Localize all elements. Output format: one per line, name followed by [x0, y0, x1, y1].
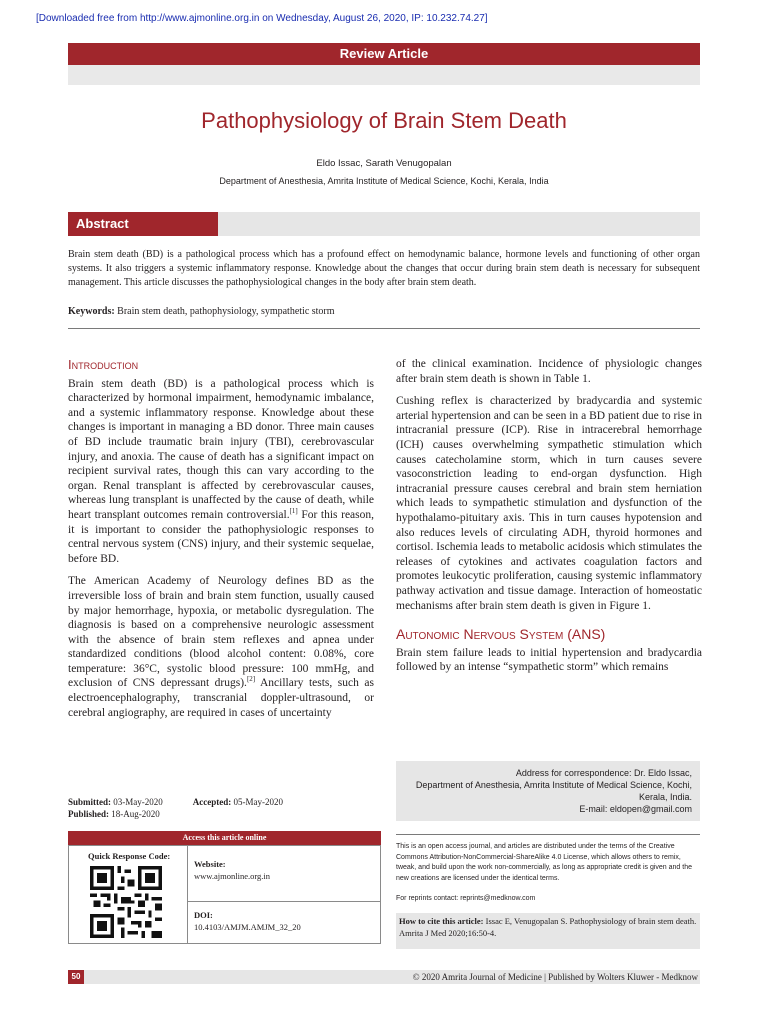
left-column [68, 358, 374, 728]
license-divider [396, 834, 700, 835]
cite-label: How to cite this article: [399, 916, 484, 926]
body-paragraph-2: Cushing reflex is characterized by bradycardia and systemic arterial hypertension and can be seen in a BD patient due to rise in intracranial pressure (ICP). Rise in intracerebral hemorrhage (ICH) causes overwhelming sympathetic stimulation which causes catecholamine storm, which in turn causes severe vasoconstriction leading to end-organ dysfunction. High intracranial pressure causes cerebral and brain stem herniation which leads to sympathetic stimulation and dysfunction of the hypothalamo-pituitary axis. This in turn causes hypotension and also reduces levels of circulating ADH, thyroid hormones and cortisol. Ischemia leads to metabolic acidosis which stimulates the releases of cytokines and activates coagulation factors and promotes leukocytic proliferation, causing systemic inflammatory pathway activation and tissue damage. Interaction of homeostatic mechanisms after brain stem death is given in Figure 1. [396, 395, 702, 612]
access-divider-vertical [187, 845, 188, 944]
keywords-divider [68, 328, 700, 329]
body-paragraph-3: Brain stem failure leads to initial hypertension and bradycardia followed by an intense “sympathetic storm” which remains [396, 646, 702, 674]
access-divider-horizontal [187, 901, 380, 902]
doi-link[interactable]: 10.4103/AMJM.AMJM_32_20 [194, 922, 301, 932]
affiliation: Department of Anesthesia, Amrita Institute of Medical Science, Kochi, Kerala, India [219, 176, 549, 186]
submitted-date: 03-May-2020 [113, 797, 163, 807]
article-dates: Submitted: 03-May-2020 Accepted: 05-May-2020 Published: 18-Aug-2020 [68, 797, 283, 819]
keywords-value: Brain stem death, pathophysiology, sympathetic storm [117, 306, 335, 317]
abstract-heading: Abstract [76, 216, 129, 231]
download-line: [Downloaded free from http://www.ajmonline.org.in on Wednesday, August 26, 2020, IP: 10.232.74.27] [36, 13, 488, 24]
website-link[interactable]: www.ajmonline.org.in [194, 871, 271, 881]
accepted-date: 05-May-2020 [233, 797, 283, 807]
article-title: Pathophysiology of Brain Stem Death [201, 108, 567, 133]
header-gray-band [68, 65, 700, 85]
abstract-text: Brain stem death (BD) is a pathological process which has a profound effect on hemodynamic balance, hormone levels and functioning of other organ systems. It also triggers a systemic inflammatory response. Knowledge about the changes that occur during brain stem death is necessary for subsequent management. This article discusses the pathophysiological changes in the body after brain stem death. [68, 249, 700, 288]
keywords [68, 306, 700, 317]
keywords-label: Keywords: [68, 306, 115, 317]
website-label: Website: [194, 859, 226, 869]
correspondence-email[interactable]: E-mail: eldopen@gmail.com [579, 804, 692, 814]
footer-text: © 2020 Amrita Journal of Medicine | Published by Wolters Kluwer - Medknow [412, 972, 698, 982]
article-type: Review Article [339, 46, 429, 61]
cite-box [396, 913, 700, 949]
intro-paragraph-1: Brain stem death (BD) is a pathological process which is characterized by hormonal impairment, hemodynamic imbalance, and a systemic inflammatory response. Knowledge about these changes is important in managing a BD donor. Three main causes of BD include traumatic brain injury (TBI), cerebrovascular injury, and anoxia. The cause of death has a significant impact on recipient survival rates, though this can vary according to the organ. Renal transplant is affected by cerebrovascular causes, whereas lung transplant is unaffected by the cause of death, while heart transplant outcomes remain controversial.[1] For this reason, it is important to consider the pathophysiologic responses to central nervous system (CNS) injury, and their systemic sequelae, before BD. [68, 377, 374, 565]
access-online-heading: Access this article online [68, 831, 381, 845]
body-paragraph-1: of the clinical examination. Incidence of physiologic changes after brain stem death is shown in Table 1. [396, 358, 702, 385]
intro-paragraph-2: The American Academy of Neurology defines BD as the irreversible loss of brain and brain stem function, usually caused by major hemorrhage, hypoxia, or metabolic dysregulation. The diagnosis is based on a comprehensive neurologic assessment with the absence of brain stem reflexes and apnea under standardized conditions (blood alcohol content: 0.08%, core temperature: 36°C, systolic blood pressure: 100 mmHg, and exclusion of CNS depressant drugs).[2] Ancillary tests, such as electroencephalography, transcranial doppler-ultrasound, or cerebral angiography, are required in cases of uncertainty [68, 575, 374, 719]
page-number: 50 [68, 970, 84, 984]
license-text: This is an open access journal, and articles are distributed under the terms of the Creative Commons Attribution-NonCommercial-ShareAlike 4.0 License, which allows others to remix, tweak, and build upon the work non-commercially, as long as appropriate credit is given and the new creations are licensed under the identical terms. [396, 843, 692, 882]
right-column [396, 357, 702, 683]
citation-ref[interactable]: [2] [246, 675, 256, 684]
correspondence-text: Address for correspondence: Dr. Eldo Issac, Department of Anesthesia, Amrita Institute of Medical Science, Kochi, Kerala, India. E-mail: eldopen@gmail.com [396, 767, 692, 815]
ans-heading: Autonomic Nervous System (ANS) [396, 626, 606, 643]
qr-code-icon[interactable] [90, 866, 162, 938]
authors: Eldo Issac, Sarath Venugopalan [316, 158, 452, 169]
introduction-heading: Introduction [68, 357, 139, 372]
published-date: 18-Aug-2020 [111, 809, 160, 819]
citation-ref[interactable]: [1] [289, 507, 298, 516]
cite-text: Issac E, Venugopalan S. Pathophysiology of brain stem death. Amrita J Med 2020;16:50-4. [399, 916, 697, 938]
reprints-contact[interactable]: For reprints contact: reprints@medknow.com [396, 895, 536, 902]
doi-label: DOI: [194, 910, 213, 920]
qr-code-label: Quick Response Code: [88, 851, 171, 861]
